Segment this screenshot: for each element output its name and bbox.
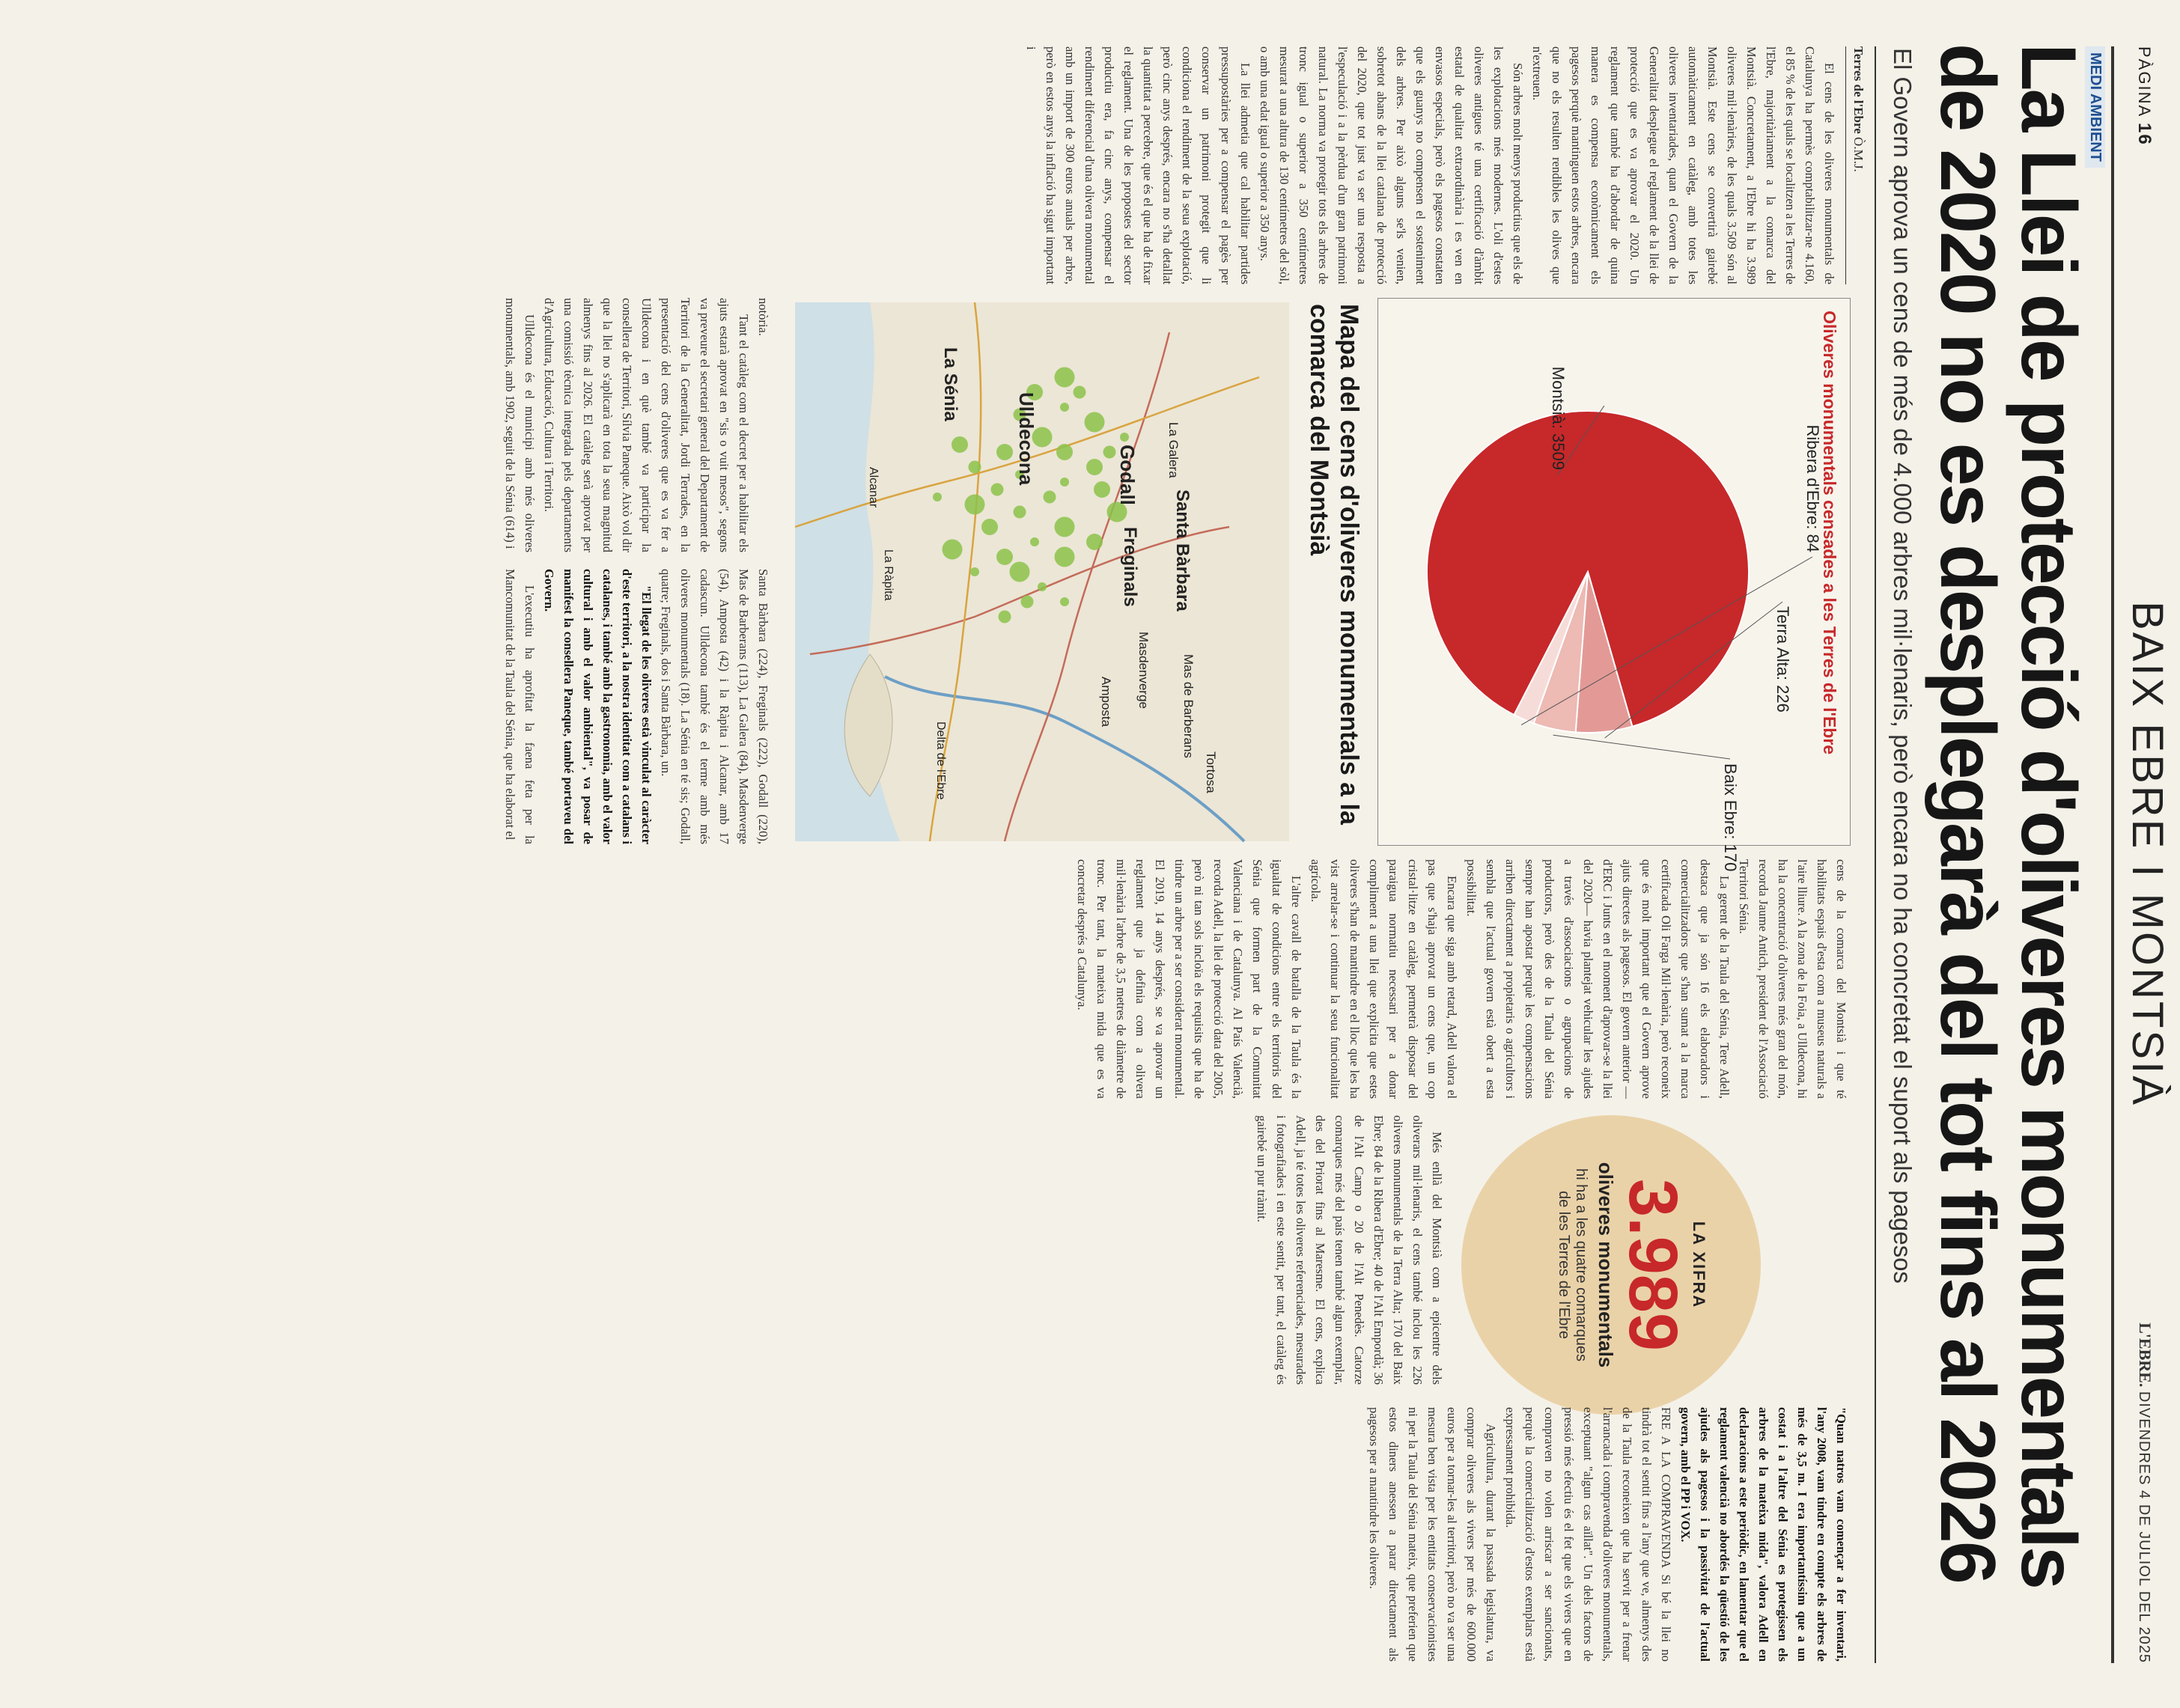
map-label: Tortosa: [1204, 751, 1218, 793]
col3-paragraph: Santa Bàrbara (224), Freginals (222), Godall (220), Mas de Barberans (113), La Galera (84), Masdenverge (54), Amposta (42) i la Ràpita i Alcanar, amb 17 cadascun. Ulldecona també és el terme amb més oliveres monumentals (18). La Sénia en té sis; Godall, quatre; Freginals, dos i Santa Bàrbara, un.: [659, 569, 770, 844]
pie-label: Ribera d'Ebre: 84: [1803, 424, 1822, 552]
olive-cluster: [952, 436, 968, 453]
olive-cluster: [1086, 534, 1103, 550]
callout-line2: hi ha a les quatre comarques: [1573, 1168, 1589, 1361]
olive-cluster: [996, 549, 1013, 565]
map-label: La Sénia: [940, 347, 960, 421]
olive-cluster: [1074, 386, 1086, 399]
article-column-6: [488, 1407, 1851, 1662]
olive-cluster: [996, 444, 1013, 460]
olive-cluster: [1055, 367, 1075, 388]
callout-number: 3.989: [1615, 1178, 1691, 1352]
article-column-2: [488, 298, 773, 552]
byline-rule: [1845, 46, 1846, 284]
olive-cluster: [981, 519, 998, 535]
olive-cluster: [1094, 481, 1110, 498]
olive-cluster: [1060, 597, 1069, 606]
header-rule: [2111, 46, 2114, 1663]
figure-callout: [1461, 1115, 1761, 1415]
olive-cluster: [1055, 547, 1075, 567]
olive-cluster: [1060, 403, 1069, 412]
map-label: La Galera: [1166, 422, 1181, 478]
headline-line2: de 2020 no es desplegarà del tot fins al 2026: [1924, 43, 2011, 1582]
pie-chart-box: [1377, 298, 1851, 872]
olive-cluster: [999, 611, 1011, 623]
olive-cluster: [1044, 491, 1056, 504]
headline-line1: La Llei de protecció d'oliveres monumentals: [2005, 43, 2092, 1587]
pie-label: Terra Alta: 226: [1773, 606, 1792, 713]
olive-cluster: [965, 495, 985, 515]
olive-cluster: [933, 492, 942, 501]
map-title: Mapa del cens d'oliveres monumentals a la comarca del Montsià: [1305, 304, 1363, 825]
subtitle-rule: [1875, 46, 1876, 1663]
col6-paragraph: Agricultura, durant la passada legislatura, va comprar oliveres als vivers per més de 600.000 euros per a tornar-les al territori, però no va ser una mesura ben vista per les entitats conservacionistes ni per la Taula del Sénia mateix, que preferien que estos diners anessen a parar directament als pagesos per a mantindre les oliveres.: [1367, 1407, 1498, 1662]
pie-chart: [1378, 299, 1822, 872]
col2-paragraph: notòria.: [756, 298, 770, 336]
article-column-5: [1027, 1115, 1446, 1385]
chart-title: Oliveres monumentals censades a les Terres de l'Ebre: [1820, 311, 1839, 755]
olive-cluster: [1014, 506, 1026, 519]
pie-label: Montsià: 3509: [1549, 366, 1568, 470]
byline-initials: Ò.M.J.: [1851, 137, 1866, 172]
col4-paragraph: L'altre cavall de batalla de la Taula és la igualtat de condicions entre els territoris del Sénia que formen part de la Comunitat Valenciana i de Catalunya. Al País Valencià, recorda Adell, la llei de protecció data del 2005, però ni tan sols incloïa els requisits que ha de tindre un arbre per a ser considerat monumental. El 2019, 14 anys després, se va aprovar un reglament que ja definia com a olivera mil·lenària l'arbre de 3,5 metres de diàmetre de tronc. Per tant, la mateixa mida que es va concretar després a Catalunya.: [1075, 859, 1303, 1099]
col2-paragraph: Tant el catàleg com el decret per a habilitar els ajuts estarà aprovat en "sis o vuit mesos", segons va preveure el secretari general del Departament de Territori de la Generalitat, Jordi Terrades, en la presentació del cens d'oliveres que es va fer a Ulldecona i en què també va participar la consellera de Territori, Sílvia Paneque. Això vol dir que la llei no s'aplicarà en tota la seua magnitud almenys fins al 2026. El catàleg serà aprovat per una comissió tècnica integrada pels departaments d'Agricultura, Educació, Cultura i Territori.: [542, 298, 751, 552]
section-title: BAIX EBRE I MONTSIÀ: [2123, 601, 2172, 1107]
col6-paragraph: FRE A LA COMPRAVENDA Si bé la llei no tindrà tot el sentit fins a l'any que ve, almenys des de la Taula reconeixen que ha servit per a frenar l'arrancada i compravenda d'oliveres monumentals, exceptuant "algun cas aïllat". Un dels factors de pressió més efectiu és el fet que els vivers que en compraven no volen arriscar a ser sancionats, perquè la comercialització d'estos exemplars està expressament prohibida.: [1503, 1407, 1673, 1662]
article-column-4: [488, 859, 1851, 1099]
pie-label: Baix Ebre: 170: [1721, 763, 1740, 872]
col6-paragraph: "Quan natros vam començar a fer inventari, l'any 2008, vam tindre en compte els arbres de més de 3,5 m. I era importantíssim que a un costat i a l'altre del Sénia es protegissen els arbres de la mateixa mida", valora Adell en declaracions a este periòdic, en lamentar que el reglament valencià no abordés la qüestió de les ajudes als pagesos i la passivitat de l'actual govern, amb el PP i VOX.: [1678, 1407, 1848, 1662]
map-label: Alcanar: [867, 467, 880, 508]
map-label: Ulldecona: [1015, 392, 1038, 486]
map-label: Santa Bàrbara: [1172, 489, 1193, 611]
col4-paragraph: Encara que siga amb retard, Adell valora el pas que s'haja aprovat un cens que, un cop cristal·litze en catàleg, permetrà disposar del paraigua normatiu necessari per a donar compliment a una llei que explicita que estes oliveres s'han de mantindre en el lloc que les ha vist arrelar-se i continuar la seua funcionalitat agrícola.: [1309, 859, 1459, 1099]
col4-paragraph: cens de la comarca del Montsià i que té habilitats espais d'esta com a museus naturals a l'aire lliure. A la zona de la Foia, a Ulldecona, hi ha la concentració d'oliveres més gran del món, recorda Jaume Antich, president de l'Associació Territori Sénia.: [1737, 859, 1848, 1099]
olive-cluster: [1038, 582, 1047, 591]
brand: L'EBRE.: [2136, 1323, 2155, 1388]
col3-paragraph: "El llegat de les oliveres està vinculat al caràcter d'este territori, a la nostra identitat com a catalans i catalanes, i també amb la gastronomia, amb el valor cultural i amb el valor ambiental", va posar de manifest la consellera Paneque, també portaveu del Govern.: [542, 569, 654, 844]
col4-paragraph: La gerent de la Taula del Sénia, Tere Adell, destaca que ja són 16 els elaboradors i comercialitzadors que s'han sumat a la marca certificada Oli Farga Mil·lenària, però reconeix que és molt important que el Govern aprove ajuts directes als pagesos. El govern anterior —d'ERC i Junts en el moment d'aprovar-se la llei del 2020— havia plantejat vehicular les ajudes a través d'associacions o agrupacions de productors, però des de la Taula del Sénia sempre han apostat perquè les compensacions arriben directament a propietaris o agricultors i sembla que l'actual govern està obert a esta possibilitat.: [1464, 859, 1732, 1099]
byline-location: Terres de l'Ebre: [1851, 46, 1866, 134]
col2-paragraph: Ulldecona és el municipi amb més oliveres monumentals, amb 1902, seguit de la Sénia (614) i: [503, 298, 537, 552]
col1-paragraph: La llei admetia que cal habilitar partides pressupostàries per a compensar el pagès per conservar un patrimoni protegit que li condiciona el rendiment de la seua explotació, però cinc anys després, encara no s'ha detallat la quantitat a percebre, que és el que ha de fixar el reglament. Una de les propostes del sector productiu era, fa cinc anys, compensar el rendiment diferencial d'una olivera monumental amb un import de 300 euros anuals per arbre, però en estos anys la inflació ha sigut important i: [1024, 46, 1252, 284]
map-label: Masdenverge: [1136, 632, 1151, 710]
olive-cluster: [969, 461, 981, 474]
date: DIVENDRES 4 DE JULIOL DEL 2025: [2136, 1391, 2152, 1663]
map-label: Freginals: [1120, 527, 1140, 607]
olive-cluster: [1021, 596, 1034, 609]
page-label: PÀGINA: [2135, 46, 2154, 117]
olive-cluster: [1103, 446, 1116, 459]
col3-paragraph: L'executiu ha aprofitat la faena feta per la Mancomunitat de la Taula del Sénia, que ha elaborat el: [503, 569, 537, 844]
map-label: Amposta: [1099, 677, 1113, 728]
olive-cluster: [1056, 444, 1073, 460]
col1-paragraph: Són arbres molt menys productius que els de les explotacions més modernes. L'oli d'estes oliveres antigues té una certificació d'àmbit estatal de qualitat extraordinària i es ven en envasos especials, però els pagesos constaten que els guanys no compensen el sosteniment dels arbres. Per això alguns se'ls venien, sobretot abans de la llei catalana de protecció del 2020, que tot just va ser una resposta a l'especulació i a la pèrdua d'un gran patrimoni natural. La norma va protegir tots els arbres de tronc igual o superior a 350 centímetres mesurat a una altura de 130 centímetres del sòl, o amb una edat igual o superior a 350 anys.: [1258, 46, 1525, 284]
byline: [1851, 46, 1866, 172]
map-label: Delta de l'Ebre: [934, 722, 947, 800]
pie-leader-line: [1553, 735, 1730, 759]
map-label: Godall: [1116, 445, 1139, 505]
olive-cluster: [1030, 537, 1039, 546]
masthead-date: [2135, 1323, 2155, 1663]
map-label: La Ràpita: [882, 549, 895, 601]
olive-cluster: [1120, 433, 1129, 442]
article-column-3: [488, 569, 773, 844]
montsia-map: [795, 302, 1289, 841]
olive-cluster: [1055, 517, 1075, 537]
page-number: 16: [2134, 123, 2155, 146]
map-label: Mas de Barberans: [1181, 654, 1196, 758]
callout-line3: de les Terres de l'Ebre: [1556, 1191, 1572, 1339]
callout-label: LA XIFRA: [1690, 1221, 1708, 1309]
olive-cluster: [1060, 478, 1069, 487]
section-kicker: MEDI AMBIENT: [2085, 46, 2105, 168]
map-box: [788, 298, 1364, 844]
olive-cluster: [943, 540, 963, 560]
olive-cluster: [1010, 562, 1030, 582]
callout-line1: oliveres monumentals: [1595, 1162, 1617, 1368]
olive-cluster: [991, 484, 1004, 496]
road: [810, 527, 1229, 654]
col1-paragraph: El cens de les oliveres monumentals de Catalunya ha permès comptabilitzar-ne 4.160, el 85 % de les quals se localitzen a les Terres de l'Ebre, majoritàriament a la comarca del Montsià. Concretament, a l'Ebre hi ha 3.989 oliveres mil·lenàries, de les quals 3.509 són al Montsià. Este cens se convertirà gairebé automàticament en catàleg, amb totes les oliveres inventariades, quan el Govern de la Generalitat desplegue el reglament de la llei de protecció que es va aprovar el 2020. Un reglament que també ha d'abordar de quina manera es compensa econòmicament els pagesos perquè mantinguen estos arbres, encara que no els resulten rendibles les olives que n'extreuen.: [1530, 46, 1836, 284]
subtitle: El Govern aprova un cens de més de 4.000 arbres mil·lenaris, però encara no ha concretat el suport als pagesos: [1889, 48, 1916, 1284]
article-column-1: [491, 46, 1839, 284]
col5-paragraph: Més enllà del Montsià com a epicentre dels oliverars mil·lenaris, el cens també inclou les 226 oliveres monumentals de la Terra Alta; 170 del Baix Ebre; 84 de la Ribera d'Ebre; 40 de l'Alt Empordà; 36 de l'Alt Camp o 20 de l'Alt Penedès. Catorze comarques més del país tenen també algun exemplar, des del Priorat fins al Maresme. El cens, explica Adell, ja té totes les oliveres referenciades, mesurades i fotografiades i en este sentit, per tant, el catàleg és gairebé un pur tràmit.: [1255, 1115, 1444, 1385]
olive-cluster: [970, 567, 979, 576]
headline: [1924, 43, 2092, 1683]
olive-cluster: [1085, 412, 1105, 433]
olive-cluster: [1086, 459, 1103, 475]
